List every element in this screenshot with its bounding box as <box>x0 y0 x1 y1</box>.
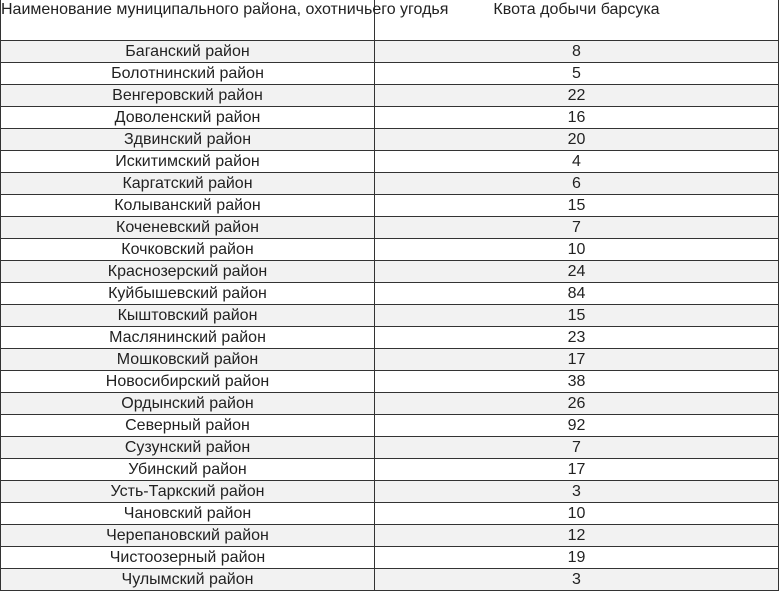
district-cell: Искитимский район <box>1 151 375 173</box>
district-cell: Ордынский район <box>1 393 375 415</box>
table-row <box>1 261 779 283</box>
quota-cell: 10 <box>375 239 779 261</box>
quota-cell: 10 <box>375 503 779 525</box>
quota-cell: 92 <box>375 415 779 437</box>
quota-cell: 15 <box>375 305 779 327</box>
quota-cell: 3 <box>375 481 779 503</box>
table-row <box>1 283 779 305</box>
quota-cell: 5 <box>375 63 779 85</box>
table-row <box>1 371 779 393</box>
district-cell: Куйбышевский район <box>1 283 375 305</box>
table-row <box>1 415 779 437</box>
table-row <box>1 503 779 525</box>
table-row <box>1 569 779 591</box>
quota-cell: 26 <box>375 393 779 415</box>
table-row <box>1 239 779 261</box>
table-row <box>1 151 779 173</box>
district-cell: Сузунский район <box>1 437 375 459</box>
quota-cell: 22 <box>375 85 779 107</box>
quota-cell: 23 <box>375 327 779 349</box>
table-row <box>1 107 779 129</box>
district-cell: Усть-Таркский район <box>1 481 375 503</box>
quota-cell: 6 <box>375 173 779 195</box>
table-row <box>1 437 779 459</box>
district-cell: Каргатский район <box>1 173 375 195</box>
table-row <box>1 85 779 107</box>
table-row <box>1 459 779 481</box>
table-row <box>1 481 779 503</box>
district-cell: Кочковский район <box>1 239 375 261</box>
district-cell: Черепановский район <box>1 525 375 547</box>
district-cell: Венгеровский район <box>1 85 375 107</box>
district-cell: Новосибирский район <box>1 371 375 393</box>
table-row <box>1 547 779 569</box>
table-row <box>1 393 779 415</box>
district-cell: Здвинский район <box>1 129 375 151</box>
quota-cell: 17 <box>375 459 779 481</box>
quota-cell: 4 <box>375 151 779 173</box>
header-row <box>1 0 779 41</box>
table-body <box>1 41 779 591</box>
quota-cell: 12 <box>375 525 779 547</box>
table-row <box>1 349 779 371</box>
table-row <box>1 63 779 85</box>
table-row <box>1 195 779 217</box>
table-row <box>1 41 779 63</box>
table-row <box>1 129 779 151</box>
quota-cell: 38 <box>375 371 779 393</box>
quota-cell: 84 <box>375 283 779 305</box>
table-row <box>1 327 779 349</box>
district-cell: Убинский район <box>1 459 375 481</box>
district-cell: Баганский район <box>1 41 375 63</box>
quota-cell: 20 <box>375 129 779 151</box>
district-cell: Северный район <box>1 415 375 437</box>
district-cell: Болотнинский район <box>1 63 375 85</box>
district-cell: Чулымский район <box>1 569 375 591</box>
table-header <box>1 0 779 41</box>
quota-cell: 7 <box>375 437 779 459</box>
quota-cell: 24 <box>375 261 779 283</box>
header-district: Наименование муниципального района, охотничьего угодья <box>1 0 375 41</box>
district-cell: Кыштовский район <box>1 305 375 327</box>
quota-cell: 16 <box>375 107 779 129</box>
district-cell: Чановский район <box>1 503 375 525</box>
quota-cell: 3 <box>375 569 779 591</box>
district-cell: Коченевский район <box>1 217 375 239</box>
header-quota: Квота добычи барсука <box>375 0 779 41</box>
quota-cell: 8 <box>375 41 779 63</box>
table-row <box>1 217 779 239</box>
district-cell: Колыванский район <box>1 195 375 217</box>
district-cell: Мошковский район <box>1 349 375 371</box>
quota-cell: 15 <box>375 195 779 217</box>
district-cell: Маслянинский район <box>1 327 375 349</box>
table-row <box>1 305 779 327</box>
quota-cell: 17 <box>375 349 779 371</box>
table-row <box>1 173 779 195</box>
quota-cell: 7 <box>375 217 779 239</box>
quota-cell: 19 <box>375 547 779 569</box>
district-cell: Краснозерский район <box>1 261 375 283</box>
table-row <box>1 525 779 547</box>
district-cell: Доволенский район <box>1 107 375 129</box>
district-cell: Чистоозерный район <box>1 547 375 569</box>
